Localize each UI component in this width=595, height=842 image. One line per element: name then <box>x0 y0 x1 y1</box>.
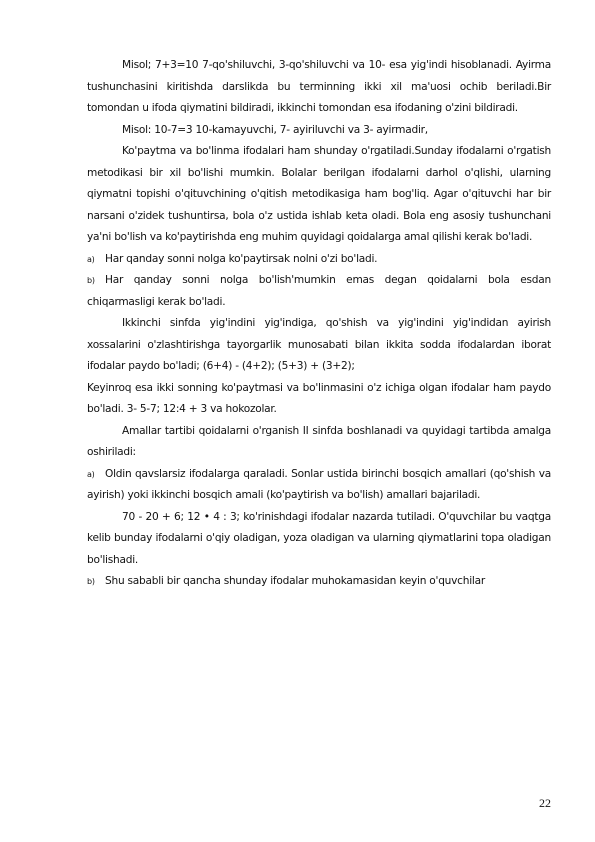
paragraph-later: Keyinroq esa ikki sonning ko'paytmasi va bo'linmasini o'z ichiga olgan ifodalar ham paydo bo'ladi. 3- 5-7; 12:4 + 3 va hokozolar. <box>87 381 551 415</box>
list-label: b) <box>87 577 95 586</box>
step-item-a <box>87 464 551 507</box>
document-body <box>87 55 551 593</box>
rule-text: Har qanday sonni nolga ko'paytirsak nolni o'zi bo'ladi. <box>105 252 378 265</box>
paragraph-expressions-example: 70 - 20 + 6; 12 • 4 : 3; ko'rinishdagi ifodalar nazarda tutiladi. O'quvchilar bu vaqtga kelib bunday ifodalarni o'qiy oladigan, yoza oladigan va ularning qiymatlarini topa oladigan bo'lishadi. <box>87 510 551 566</box>
list-label: a) <box>87 469 95 479</box>
page-number: 22 <box>539 796 551 810</box>
paragraph-order-of-operations: Amallar tartibi qoidalarni o'rganish II sinfda boshlanadi va quyidagi tartibda amalga oshiriladi: <box>87 424 551 458</box>
paragraph-addition-example: Misol; 7+3=10 7-qo'shiluvchi, 3-qo'shiluvchi va 10- esa yig'indi hisoblanadi. Ayirma tushunchasini kiritishda darslikda bu terminning ikki xil ma'uosi ochib beriladi.Bir tomondan u ifoda qiymatini bildiradi, ikkinchi tomondan esa ifodaning o'zini bildiradi. <box>87 59 551 114</box>
list-label: a) <box>87 254 95 264</box>
list-label: b) <box>87 276 95 285</box>
paragraph-subtraction-example: Misol: 10-7=3 10-kamayuvchi, 7- ayiriluvchi va 3- ayirmadir, <box>122 123 428 136</box>
paragraph-second-grade: Ikkinchi sinfda yig'indini yig'indiga, qo'shish va yig'indini yig'indidan ayirish xossalarini o'zlashtirishga tayorgarlik munosabati bilan ikkita sodda ifodalardan iborat ifodalar paydo bo'ladi; (6+4) - (4+2); (5+3) + (3+2); <box>87 317 551 372</box>
step-text: Oldin qavslarsiz ifodalarga qaraladi. Sonlar ustida birinchi bosqich amallari (qo'shish va ayirish) yoki ikkinchi bosqich amali (ko'paytirish va bo'lish) amallari bajariladi. <box>87 467 551 501</box>
rule-item-a <box>87 249 551 271</box>
step-text: Shu sababli bir qancha shunday ifodalar muhokamasidan keyin o'quvchilar <box>105 575 485 587</box>
step-item-b <box>87 571 551 593</box>
paragraph-multiplication-division: Ko'paytma va bo'linma ifodalari ham shunday o'rgatiladi.Sunday ifodalarni o'rgatish metodikasi bir xil bo'lishi mumkin. Bolalar berilgan ifodalarni darhol o'qlishi, ularning qiymatni topishi o'qituvchining o'qitish metodikasiga ham bog'liq. Agar o'qituvchi har bir narsani o'zidek tushuntirsa, bola o'z ustida ishlab keta oladi. Bola eng asosiy tushunchani ya'ni bo'lish va ko'paytirishda eng muhim quyidagi qoidalarga amal qilishi kerak bo'ladi. <box>87 145 551 243</box>
rule-item-b <box>87 270 551 313</box>
rule-text: Har qanday sonni nolga bo'lish'mumkin emas degan qoidalarni bola esdan chiqarmasligi kerak bo'ladi. <box>87 274 551 308</box>
